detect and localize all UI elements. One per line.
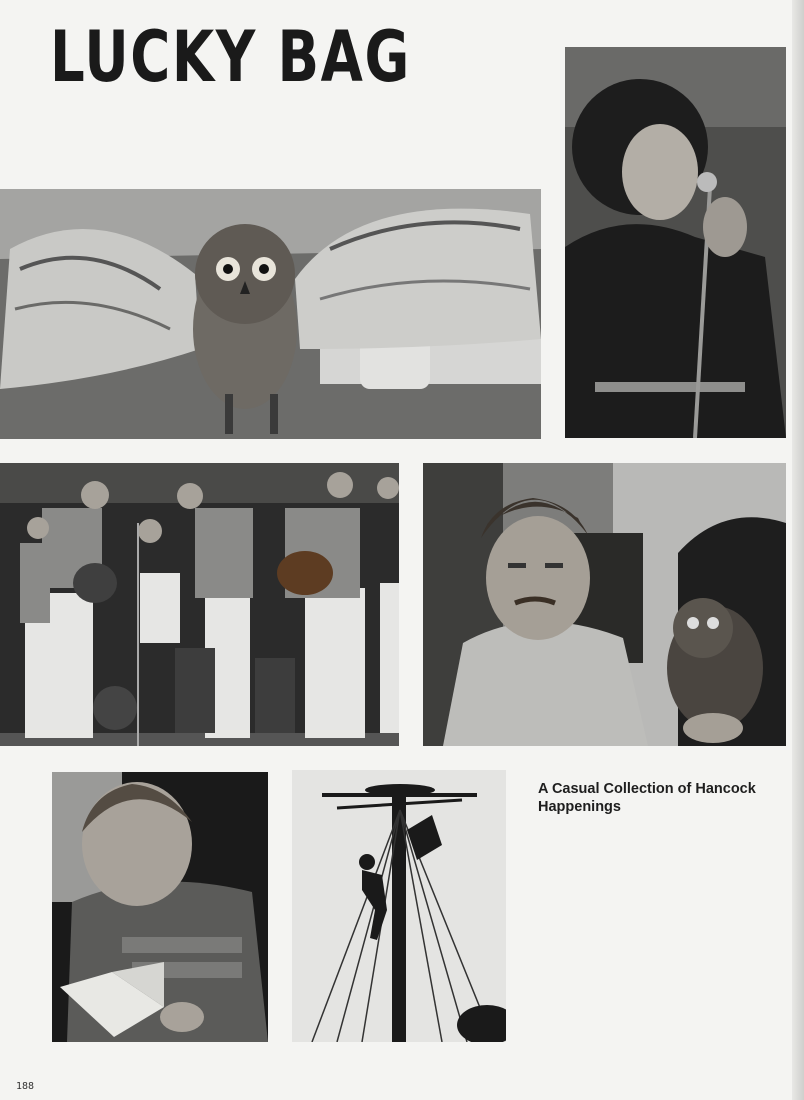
page-edge-shadow [792,0,804,1100]
page-title: LUCKY BAG [50,16,411,98]
band-on-stage-photo [0,463,399,746]
sailor-reading-photo [52,772,268,1042]
band-performers-icon [0,463,399,746]
photo-caption: A Casual Collection of Hancock Happenings [538,781,756,815]
sailor-with-owl-photo [423,463,786,746]
owl-in-flight-icon [0,189,541,439]
singer-with-microphone-icon [565,47,786,438]
owl-wings-spread-photo [0,189,541,439]
mast-climber-photo [292,770,506,1042]
man-reading-book-icon [52,772,268,1042]
page-number: 188 [16,1081,35,1092]
climber-on-mast-icon [292,770,506,1042]
man-holding-owl-icon [423,463,786,746]
woman-singer-photo [565,47,786,438]
